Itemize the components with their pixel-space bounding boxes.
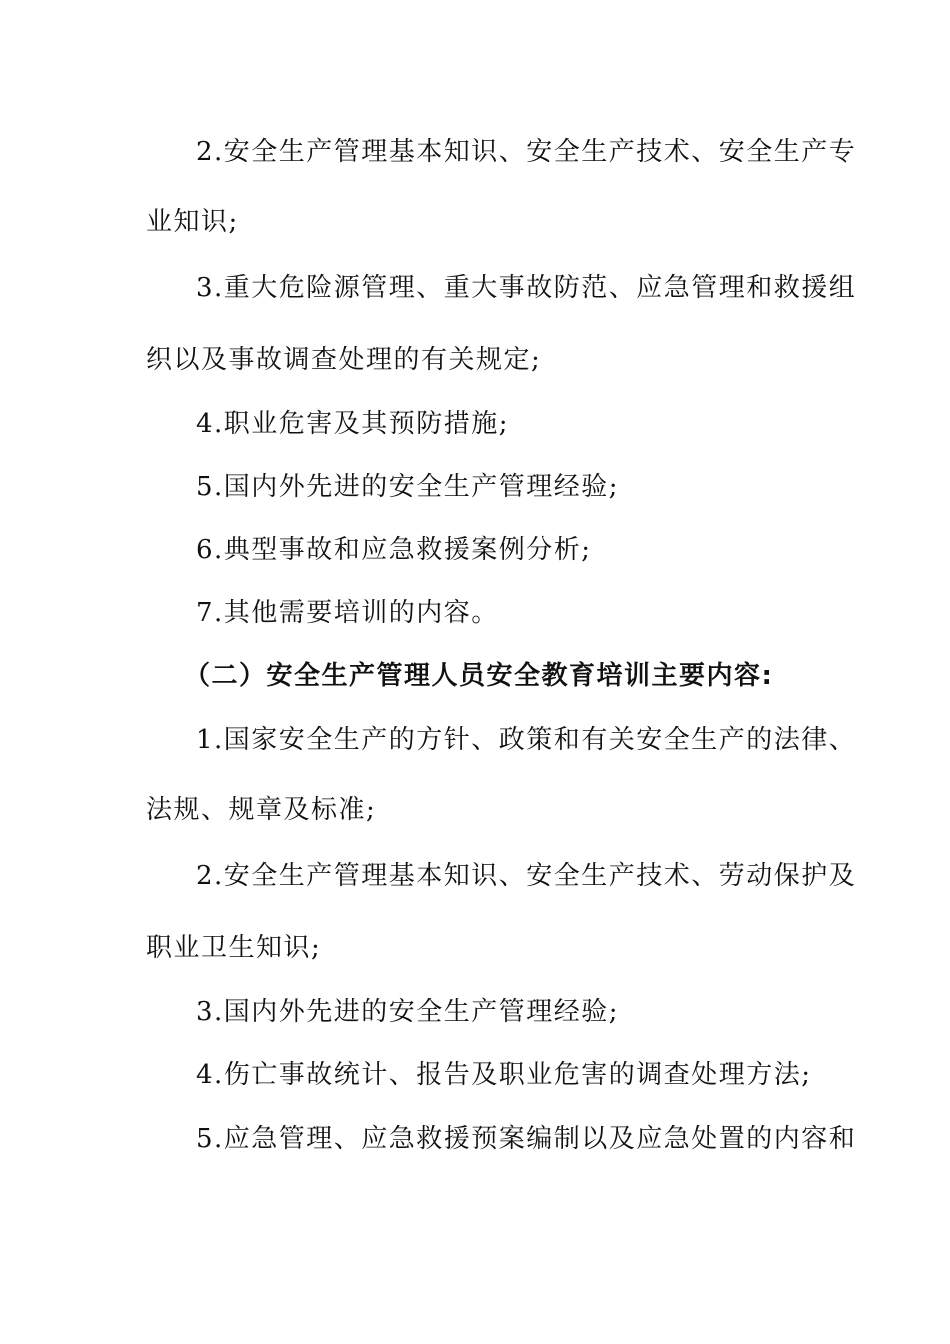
text-line: 业知识; — [146, 207, 239, 237]
text-line: 5.应急管理、应急救援预案编制以及应急处置的内容和 — [196, 1124, 857, 1154]
text-line: 职业卫生知识; — [146, 933, 322, 963]
text-line: 1.国家安全生产的方针、政策和有关安全生产的法律、 — [196, 725, 857, 755]
section-heading: （二）安全生产管理人员安全教育培训主要内容: — [184, 661, 774, 691]
text-line: 织以及事故调查处理的有关规定; — [146, 345, 542, 375]
text-line: 3.重大危险源管理、重大事故防范、应急管理和救援组 — [196, 273, 857, 303]
text-line: 3.国内外先进的安全生产管理经验; — [196, 997, 620, 1027]
text-line: 5.国内外先进的安全生产管理经验; — [196, 472, 620, 502]
text-line: 4.职业危害及其预防措施; — [196, 409, 510, 439]
text-line: 2.安全生产管理基本知识、安全生产技术、劳动保护及 — [196, 861, 857, 891]
text-line: 4.伤亡事故统计、报告及职业危害的调查处理方法; — [196, 1060, 812, 1090]
text-line: 法规、规章及标准; — [146, 795, 377, 825]
text-line: 2.安全生产管理基本知识、安全生产技术、安全生产专 — [196, 137, 857, 167]
text-line: 7.其他需要培训的内容。 — [196, 598, 499, 628]
text-line: 6.典型事故和应急救援案例分析; — [196, 535, 592, 565]
